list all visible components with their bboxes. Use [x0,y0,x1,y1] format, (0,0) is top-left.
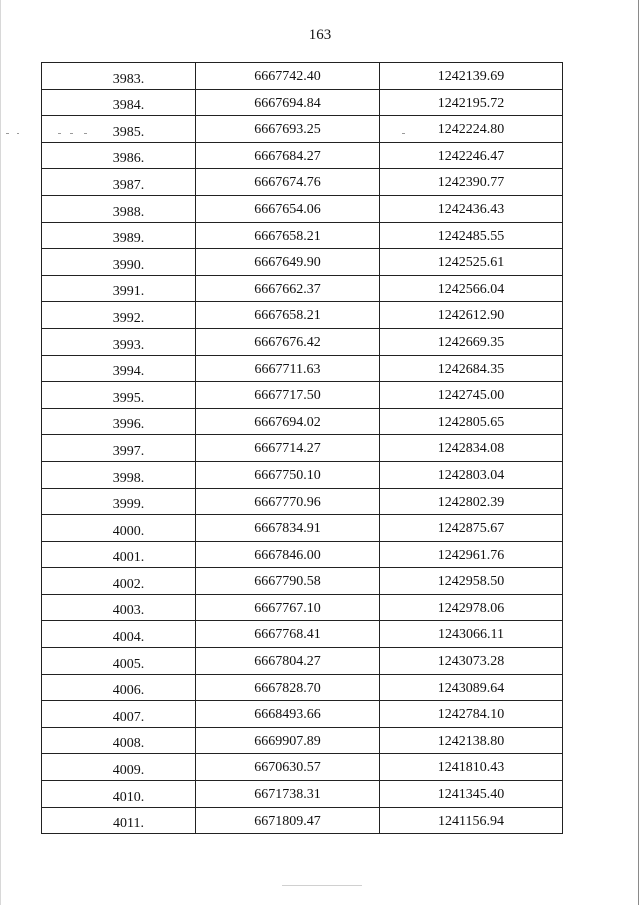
table-row [42,302,563,329]
scan-speck [402,133,405,134]
x-coordinate-cell: 6667674.76 [196,169,380,196]
y-coordinate-cell: 1241345.40 [380,781,563,808]
point-number-cell: 4010. [42,781,196,808]
point-number-cell: 3997. [42,435,196,462]
table-row [42,541,563,568]
table-row [42,594,563,621]
point-number-cell: 3985. [42,116,196,143]
point-number-cell: 3992. [42,302,196,329]
point-number-cell: 3984. [42,89,196,116]
y-coordinate-cell: 1242525.61 [380,249,563,276]
y-coordinate-cell: 1243066.11 [380,621,563,648]
x-coordinate-cell: 6667770.96 [196,488,380,515]
page-number: 163 [308,27,332,43]
table-row [42,754,563,781]
x-coordinate-cell: 6667742.40 [196,63,380,90]
table-row [42,461,563,488]
table-row [42,488,563,515]
x-coordinate-cell: 6667714.27 [196,435,380,462]
point-number-cell: 4000. [42,515,196,542]
table-row [42,515,563,542]
y-coordinate-cell: 1243073.28 [380,648,563,675]
point-number-cell: 3989. [42,222,196,249]
y-coordinate-cell: 1242875.67 [380,515,563,542]
scan-speck [58,133,61,134]
table-row [42,355,563,382]
table-row [42,435,563,462]
point-number-cell: 4001. [42,541,196,568]
y-coordinate-cell: 1242684.35 [380,355,563,382]
y-coordinate-cell: 1242745.00 [380,382,563,409]
table-row [42,275,563,302]
x-coordinate-cell: 6667684.27 [196,142,380,169]
point-number-cell: 4003. [42,594,196,621]
point-number-cell: 3995. [42,382,196,409]
point-number-cell: 3994. [42,355,196,382]
y-coordinate-cell: 1242139.69 [380,63,563,90]
scan-speck [70,133,73,134]
x-coordinate-cell: 6670630.57 [196,754,380,781]
x-coordinate-cell: 6667662.37 [196,275,380,302]
scan-edge-right [638,0,639,905]
x-coordinate-cell: 6667750.10 [196,461,380,488]
y-coordinate-cell: 1242958.50 [380,568,563,595]
point-number-cell: 3983. [42,63,196,90]
y-coordinate-cell: 1242390.77 [380,169,563,196]
table-row [42,701,563,728]
x-coordinate-cell: 6667694.84 [196,89,380,116]
point-number-cell: 4009. [42,754,196,781]
y-coordinate-cell: 1242669.35 [380,328,563,355]
x-coordinate-cell: 6667694.02 [196,408,380,435]
scan-speck [17,133,19,134]
x-coordinate-cell: 6667717.50 [196,382,380,409]
table-row [42,169,563,196]
table-row [42,408,563,435]
coordinates-table [41,62,563,834]
x-coordinate-cell: 6667768.41 [196,621,380,648]
table-row [42,568,563,595]
point-number-cell: 3988. [42,195,196,222]
y-coordinate-cell: 1242802.39 [380,488,563,515]
table-row [42,382,563,409]
table-row [42,89,563,116]
point-number-cell: 4006. [42,674,196,701]
point-number-cell: 3998. [42,461,196,488]
table-row [42,648,563,675]
x-coordinate-cell: 6667711.63 [196,355,380,382]
x-coordinate-cell: 6671738.31 [196,781,380,808]
x-coordinate-cell: 6667649.90 [196,249,380,276]
y-coordinate-cell: 1242436.43 [380,195,563,222]
scan-speck [282,885,362,886]
y-coordinate-cell: 1242834.08 [380,435,563,462]
table-row [42,222,563,249]
point-number-cell: 3987. [42,169,196,196]
scan-edge-left [0,0,1,905]
y-coordinate-cell: 1242803.04 [380,461,563,488]
x-coordinate-cell: 6667790.58 [196,568,380,595]
x-coordinate-cell: 6667767.10 [196,594,380,621]
y-coordinate-cell: 1241156.94 [380,807,563,834]
y-coordinate-cell: 1242805.65 [380,408,563,435]
y-coordinate-cell: 1242566.04 [380,275,563,302]
x-coordinate-cell: 6667658.21 [196,302,380,329]
table-row [42,674,563,701]
point-number-cell: 4004. [42,621,196,648]
x-coordinate-cell: 6667654.06 [196,195,380,222]
y-coordinate-cell: 1242224.80 [380,116,563,143]
point-number-cell: 3993. [42,328,196,355]
point-number-cell: 3986. [42,142,196,169]
point-number-cell: 4008. [42,727,196,754]
x-coordinate-cell: 6667834.91 [196,515,380,542]
x-coordinate-cell: 6668493.66 [196,701,380,728]
x-coordinate-cell: 6669907.89 [196,727,380,754]
y-coordinate-cell: 1243089.64 [380,674,563,701]
point-number-cell: 3996. [42,408,196,435]
x-coordinate-cell: 6671809.47 [196,807,380,834]
x-coordinate-cell: 6667804.27 [196,648,380,675]
point-number-cell: 4007. [42,701,196,728]
point-number-cell: 3991. [42,275,196,302]
y-coordinate-cell: 1242784.10 [380,701,563,728]
point-number-cell: 4005. [42,648,196,675]
y-coordinate-cell: 1242246.47 [380,142,563,169]
point-number-cell: 3990. [42,249,196,276]
table-row [42,621,563,648]
coordinates-table-body [42,63,563,834]
y-coordinate-cell: 1242978.06 [380,594,563,621]
table-row [42,249,563,276]
y-coordinate-cell: 1242961.76 [380,541,563,568]
point-number-cell: 4002. [42,568,196,595]
x-coordinate-cell: 6667693.25 [196,116,380,143]
y-coordinate-cell: 1242138.80 [380,727,563,754]
y-coordinate-cell: 1242485.55 [380,222,563,249]
y-coordinate-cell: 1241810.43 [380,754,563,781]
table-row [42,328,563,355]
x-coordinate-cell: 6667828.70 [196,674,380,701]
x-coordinate-cell: 6667846.00 [196,541,380,568]
x-coordinate-cell: 6667658.21 [196,222,380,249]
x-coordinate-cell: 6667676.42 [196,328,380,355]
table-row [42,116,563,143]
table-row [42,727,563,754]
table-row [42,781,563,808]
table-row [42,63,563,90]
table-row [42,142,563,169]
y-coordinate-cell: 1242195.72 [380,89,563,116]
table-row [42,195,563,222]
point-number-cell: 3999. [42,488,196,515]
point-number-cell: 4011. [42,807,196,834]
scan-speck [6,133,9,134]
y-coordinate-cell: 1242612.90 [380,302,563,329]
table-row [42,807,563,834]
scan-speck [84,133,87,134]
